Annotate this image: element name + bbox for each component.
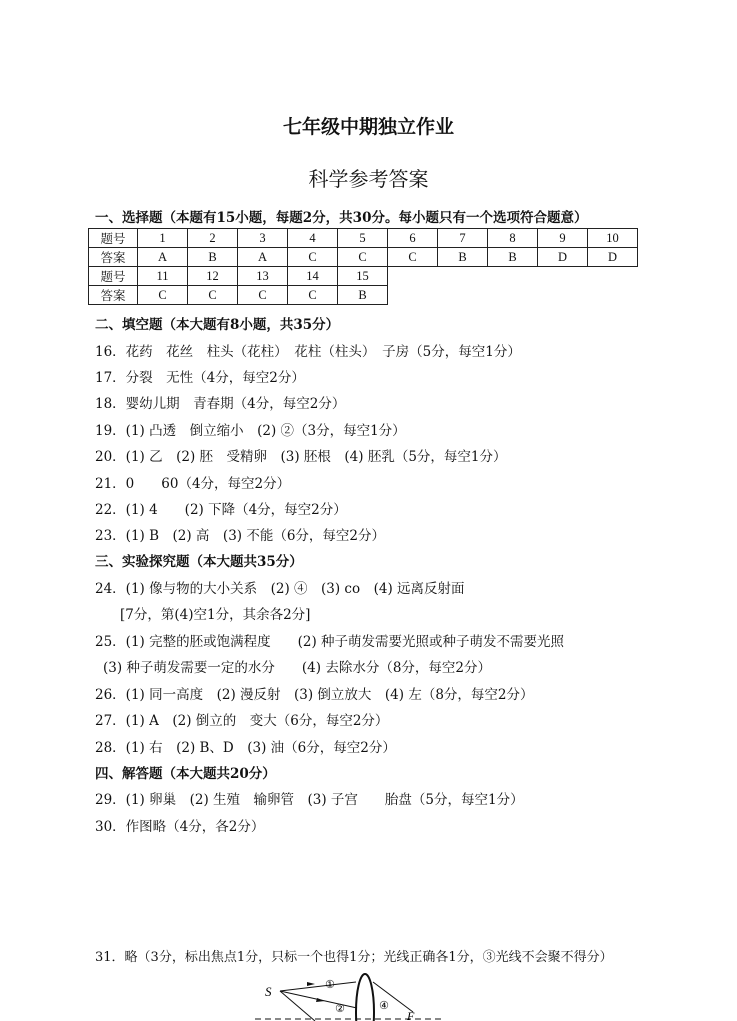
section-3-heading: 三、实验探究题（本大题共35分）: [95, 554, 303, 570]
table-cell: C: [238, 286, 288, 305]
table-cell: B: [338, 286, 388, 305]
table-cell: A: [238, 248, 288, 267]
label-ray-4: ④: [379, 999, 389, 1012]
label-ray-1: ①: [325, 978, 335, 991]
table-cell: D: [588, 248, 638, 267]
answer-line: 20．(1) 乙 (2) 胚 受精卵 (3) 胚根 (4) 胚乳（5分，每空1分）: [95, 449, 507, 465]
table-cell: B: [188, 248, 238, 267]
answer-line: 23．(1) B (2) 高 (3) 不能（6分，每空2分）: [95, 528, 386, 544]
table-cell: C: [388, 248, 438, 267]
answer-line: 16．花药 花丝 柱头（花柱） 花柱（柱头） 子房（5分，每空1分）: [95, 344, 521, 360]
table-cell: C: [138, 286, 188, 305]
answer-line: 25．(1) 完整的胚或饱满程度 (2) 种子萌发需要光照或种子萌发不需要光照: [95, 634, 565, 650]
table-cell: 3: [238, 229, 288, 248]
answer-line: 22．(1) 4 (2) 下降（4分，每空2分）: [95, 502, 347, 518]
table-cell: 答案: [89, 248, 138, 267]
arrow-head: [316, 998, 325, 1002]
table-cell: 2: [188, 229, 238, 248]
answer-line: (3) 种子萌发需要一定的水分 (4) 去除水分（8分，每空2分）: [103, 660, 492, 676]
table-row: [89, 248, 638, 267]
answer-line: 28．(1) 右 (2) B、D (3) 油（6分，每空2分）: [95, 740, 396, 756]
table-cell: 12: [188, 267, 238, 286]
answer-line: [7分，第(4)空1分，其余各2分]: [120, 607, 311, 623]
table-cell: 题号: [89, 229, 138, 248]
answer-line: 19．(1) 凸透 倒立缩小 (2) ②（3分，每空1分）: [95, 423, 406, 439]
ray-3: [280, 991, 315, 1021]
table-cell: 11: [138, 267, 188, 286]
label-s: S: [265, 984, 272, 999]
answer-line: 29．(1) 卵巢 (2) 生殖 输卵管 (3) 子宫 胎盘（5分，每空1分）: [95, 792, 524, 808]
table-cell: 题号: [89, 267, 138, 286]
answer-line: 18．婴幼儿期 青春期（4分，每空2分）: [95, 396, 346, 412]
table-cell: 7: [438, 229, 488, 248]
answer-line: 27．(1) A (2) 倒立的 变大（6分，每空2分）: [95, 713, 389, 729]
table-cell: 9: [538, 229, 588, 248]
table-row: [89, 229, 638, 248]
table-cell: 13: [238, 267, 288, 286]
table-cell: 4: [288, 229, 338, 248]
ray-1: [280, 982, 356, 991]
label-f: F: [407, 1009, 415, 1021]
table-cell: B: [488, 248, 538, 267]
table-cell: A: [138, 248, 188, 267]
arrow-head: [307, 982, 315, 986]
answer-line: 17．分裂 无性（4分，每空2分）: [95, 370, 305, 386]
page-title: 七年级中期独立作业: [282, 116, 454, 138]
answer-line: 31．略（3分，标出焦点1分，只标一个也得1分；光线正确各1分，③光线不会聚不得分）: [95, 950, 613, 965]
answer-line: 26．(1) 同一高度 (2) 漫反射 (3) 倒立放大 (4) 左（8分，每空2分）: [95, 687, 534, 703]
table-cell: C: [188, 286, 238, 305]
answer-table: [88, 228, 638, 305]
table-cell: C: [338, 248, 388, 267]
table-cell: 14: [288, 267, 338, 286]
table-cell: C: [288, 286, 338, 305]
lens-diagram: [255, 972, 445, 1021]
table-cell: 6: [388, 229, 438, 248]
section-2-heading: 二、填空题（本大题有8小题，共35分）: [95, 317, 340, 333]
table-cell: 5: [338, 229, 388, 248]
table-cell: 10: [588, 229, 638, 248]
label-ray-2: ②: [335, 1002, 345, 1015]
convex-lens: [356, 974, 374, 1021]
section-1-heading: 一、选择题（本题有15小题，每题2分，共30分。每小题只有一个选项符合题意）: [95, 210, 588, 226]
answer-line: 24．(1) 像与物的大小关系 (2) ④ (3) co (4) 远离反射面: [95, 581, 465, 597]
table-cell: D: [538, 248, 588, 267]
table-cell: 8: [488, 229, 538, 248]
table-cell: 1: [138, 229, 188, 248]
section-4-heading: 四、解答题（本大题共20分）: [95, 766, 276, 782]
table-cell: 答案: [89, 286, 138, 305]
table-cell: 15: [338, 267, 388, 286]
answer-line: 30．作图略（4分，各2分）: [95, 819, 265, 835]
table-cell: B: [438, 248, 488, 267]
page-subtitle: 科学参考答案: [308, 167, 429, 191]
table-row: [89, 286, 638, 305]
table-row: [89, 267, 638, 286]
answer-line: 21．0 60（4分，每空2分）: [95, 476, 291, 492]
table-cell: C: [288, 248, 338, 267]
